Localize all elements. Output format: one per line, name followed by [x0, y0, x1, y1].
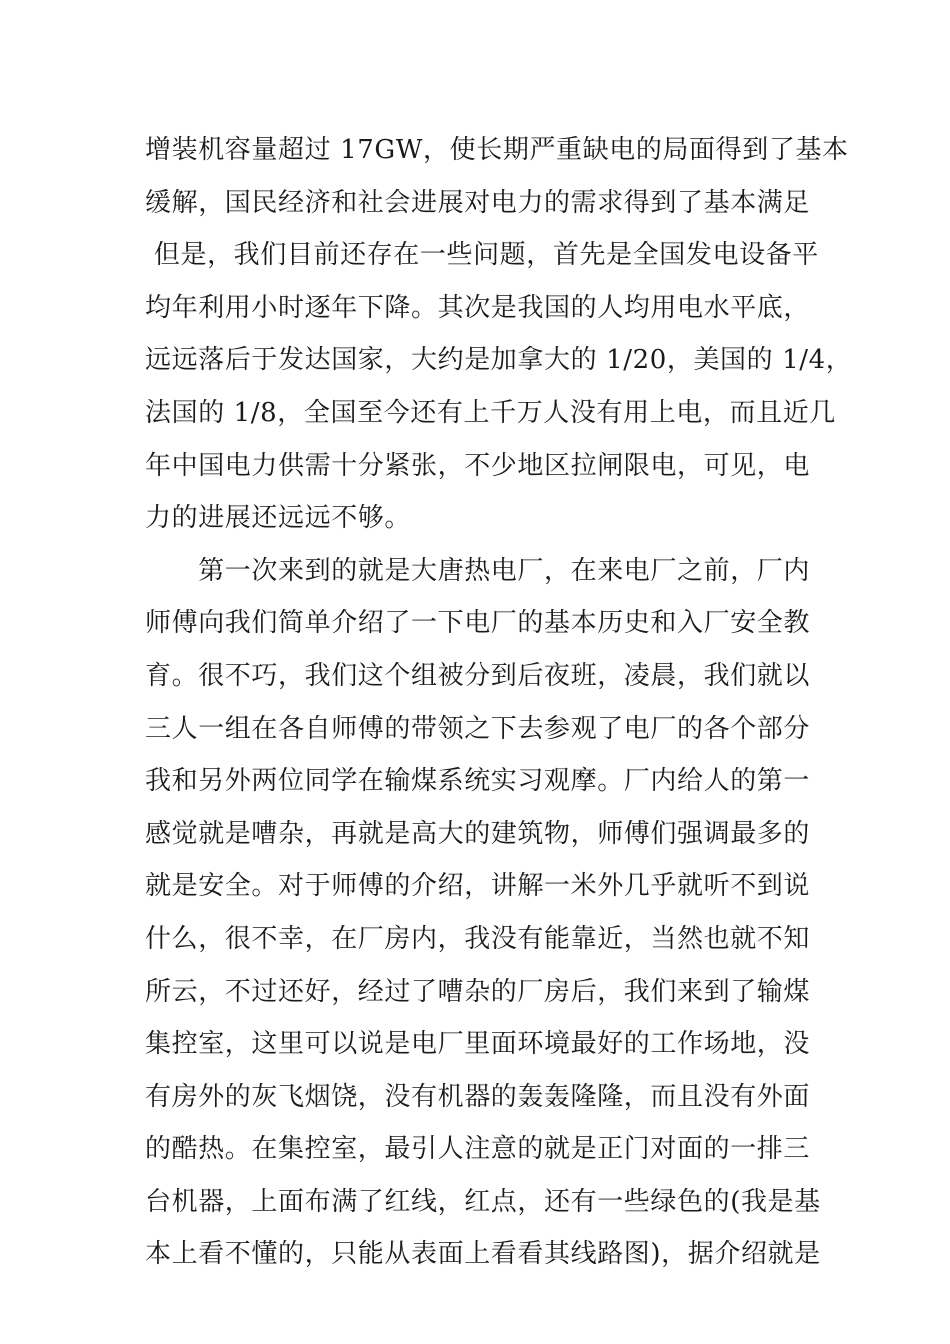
text-line: 什么，很不幸，在厂房内，我没有能靠近，当然也就不知 [145, 923, 811, 954]
text-line: 本上看不懂的，只能从表面上看看其线路图)，据介绍就是 [145, 1239, 821, 1270]
text-line: 均年利用小时逐年下降。其次是我国的人均用电水平底， [145, 292, 811, 323]
text-line: 我和另外两位同学在输煤系统实习观摩。厂内给人的第一 [145, 766, 811, 797]
text-line: 育。很不巧，我们这个组被分到后夜班，凌晨，我们就以 [145, 660, 811, 691]
text-line: 的酷热。在集控室，最引人注意的就是正门对面的一排三 [145, 1134, 811, 1165]
text-line: 三人一组在各自师傅的带领之下去参观了电厂的各个部分 [145, 713, 811, 744]
text-line: 年中国电力供需十分紧张，不少地区拉闸限电，可见，电 [145, 450, 811, 481]
text-line: 感觉就是嘈杂，再就是高大的建筑物，师傅们强调最多的 [145, 818, 811, 849]
body-text [145, 124, 853, 1281]
text-line: 但是，我们目前还存在一些问题，首先是全国发电设备平 [145, 240, 819, 271]
text-line: 增装机容量超过 17GW，使长期严重缺电的局面得到了基本 [145, 135, 849, 165]
text-line: 远远落后于发达国家，大约是加拿大的 1/20，美国的 1/4， [145, 345, 853, 376]
text-line: 缓解，国民经济和社会进展对电力的需求得到了基本满足 [145, 187, 811, 218]
text-line: 有房外的灰飞烟饶，没有机器的轰轰隆隆，而且没有外面 [145, 1081, 811, 1112]
text-line: 法国的 1/8，全国至今还有上千万人没有用上电，而且近几 [145, 397, 836, 428]
text-line: 力的进展还远远不够。 [145, 503, 412, 534]
text-line: 师傅向我们简单介绍了一下电厂的基本历史和入厂安全教 [145, 608, 811, 639]
text-line: 集控室，这里可以说是电厂里面环境最好的工作场地，没 [145, 1029, 811, 1060]
text-line: 就是安全。对于师傅的介绍，讲解一米外几乎就听不到说 [145, 871, 811, 902]
text-line: 第一次来到的就是大唐热电厂，在来电厂之前，厂内 [145, 555, 811, 586]
text-line: 所云，不过还好，经过了嘈杂的厂房后，我们来到了输煤 [145, 976, 811, 1007]
text-line: 台机器，上面布满了红线，红点，还有一些绿色的(我是基 [145, 1186, 821, 1217]
